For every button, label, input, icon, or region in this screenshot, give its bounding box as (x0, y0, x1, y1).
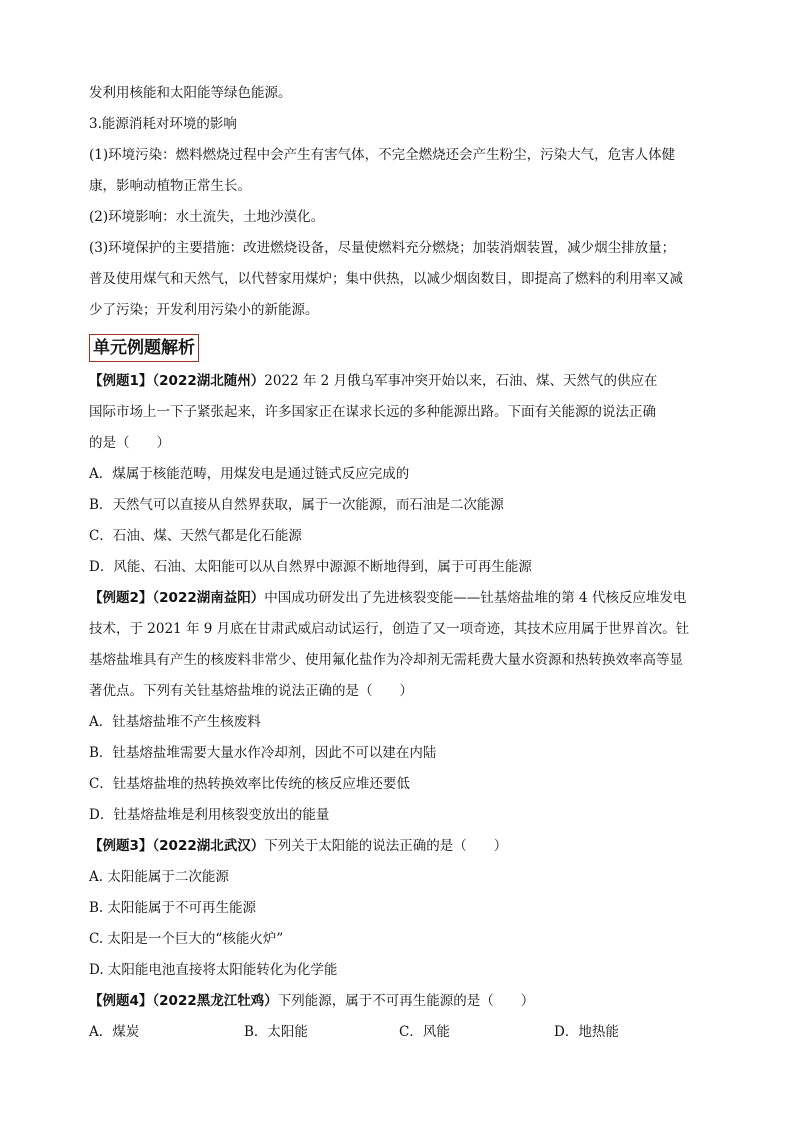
option-d: D．钍基熔盐堆是利用核裂变放出的能量 (89, 807, 330, 823)
option-d: D. 太阳能电池直接将太阳能转化为化学能 (89, 962, 338, 978)
option-d: D．风能、石油、太阳能可以从自然界中源源不断地得到，属于可再生能源 (89, 559, 532, 575)
question-3 (89, 831, 709, 986)
question-text: 下列能源，属于不可再生能源的是（ ） (277, 993, 535, 1009)
question-1 (89, 366, 709, 583)
section-title-badge: 单元例题解析 (89, 334, 199, 362)
question-text: 基熔盐堆具有产生的核废料非常少、使用氟化盐作为冷却剂无需耗费大量水资源和热转换效率高等显 (89, 652, 683, 668)
question-stem (89, 831, 709, 862)
page-content (89, 78, 709, 1048)
question-source: （2022湖北随州） (152, 373, 265, 389)
question-text: 的是（ ） (89, 435, 170, 451)
question-text: 技术，于 2021 年 9 月底在甘肃武威启动试运行，创造了又一项奇迹，其技术应用属于世界首次。钍 (89, 621, 690, 637)
question-label: 【例题4】 (89, 993, 153, 1009)
option-c: C. 太阳是一个巨大的“核能火炉” (89, 931, 284, 947)
question-label: 【例题1】 (89, 373, 153, 389)
question-text: 2022 年 2 月俄乌军事冲突开始以来，石油、煤、天然气的供应在 (264, 373, 658, 389)
option-b: B. 太阳能属于不可再生能源 (89, 900, 257, 916)
question-source: （2022湖南益阳） (152, 590, 265, 606)
option-c: C．钍基熔盐堆的热转换效率比传统的核反应堆还要低 (89, 776, 410, 792)
option-a: A．煤属于核能范畴，用煤发电是通过链式反应完成的 (89, 466, 410, 482)
option-d: D．地热能 (554, 1024, 619, 1040)
option-b: B．太阳能 (244, 1024, 308, 1040)
option-b: B．钍基熔盐堆需要大量水作冷却剂，因此不可以建在内陆 (89, 745, 437, 761)
question-label: 【例题3】 (89, 838, 153, 854)
text-line: 普及使用煤气和天然气，以代替家用煤炉；集中供热，以减少烟囱数目，即提高了燃料的利用率又减 (89, 271, 683, 287)
question-stem (89, 986, 709, 1017)
text-line: 少了污染；开发利用污染小的新能源。 (89, 302, 319, 318)
text-line: (2)环境影响：水土流失，土地沙漠化。 (89, 209, 325, 225)
question-2 (89, 583, 709, 831)
option-c: C．石油、煤、天然气都是化石能源 (89, 528, 302, 544)
text-line: 康，影响动植物正常生长。 (89, 178, 251, 194)
question-label: 【例题2】 (89, 590, 153, 606)
option-a: A. 太阳能属于二次能源 (89, 869, 229, 885)
section-heading: 3.能源消耗对环境的影响 (89, 116, 237, 132)
question-source: （2022黑龙江牡鸡） (152, 993, 278, 1009)
text-line: 发利用核能和太阳能等绿色能源。 (89, 85, 292, 101)
question-text: 中国成功研发出了先进核裂变能——钍基熔盐堆的第 4 代核反应堆发电 (264, 590, 687, 606)
question-stem (89, 366, 709, 397)
question-source: （2022湖北武汉） (152, 838, 265, 854)
text-line: (1)环境污染：燃料燃烧过程中会产生有害气体，不完全燃烧还会产生粉尘，污染大气，危害人体健 (89, 147, 676, 163)
question-text: 下列关于太阳能的说法正确的是（ ） (264, 838, 508, 854)
option-c: C．风能 (399, 1024, 450, 1040)
question-text: 著优点。下列有关钍基熔盐堆的说法正确的是（ ） (89, 683, 413, 699)
text-line: (3)环境保护的主要措施：改进燃烧设备，尽量使燃料充分燃烧；加装消烟装置，减少烟尘排放量； (89, 240, 676, 256)
option-a: A．煤炭 (89, 1024, 140, 1040)
question-4 (89, 986, 709, 1048)
question-stem (89, 583, 709, 614)
option-a: A．钍基熔盐堆不产生核废料 (89, 714, 261, 730)
options-row (89, 1017, 709, 1048)
option-b: B．天然气可以直接从自然界获取，属于一次能源，而石油是二次能源 (89, 497, 504, 513)
question-text: 国际市场上一下子紧张起来，许多国家正在谋求长远的多种能源出路。下面有关能源的说法正确 (89, 404, 656, 420)
